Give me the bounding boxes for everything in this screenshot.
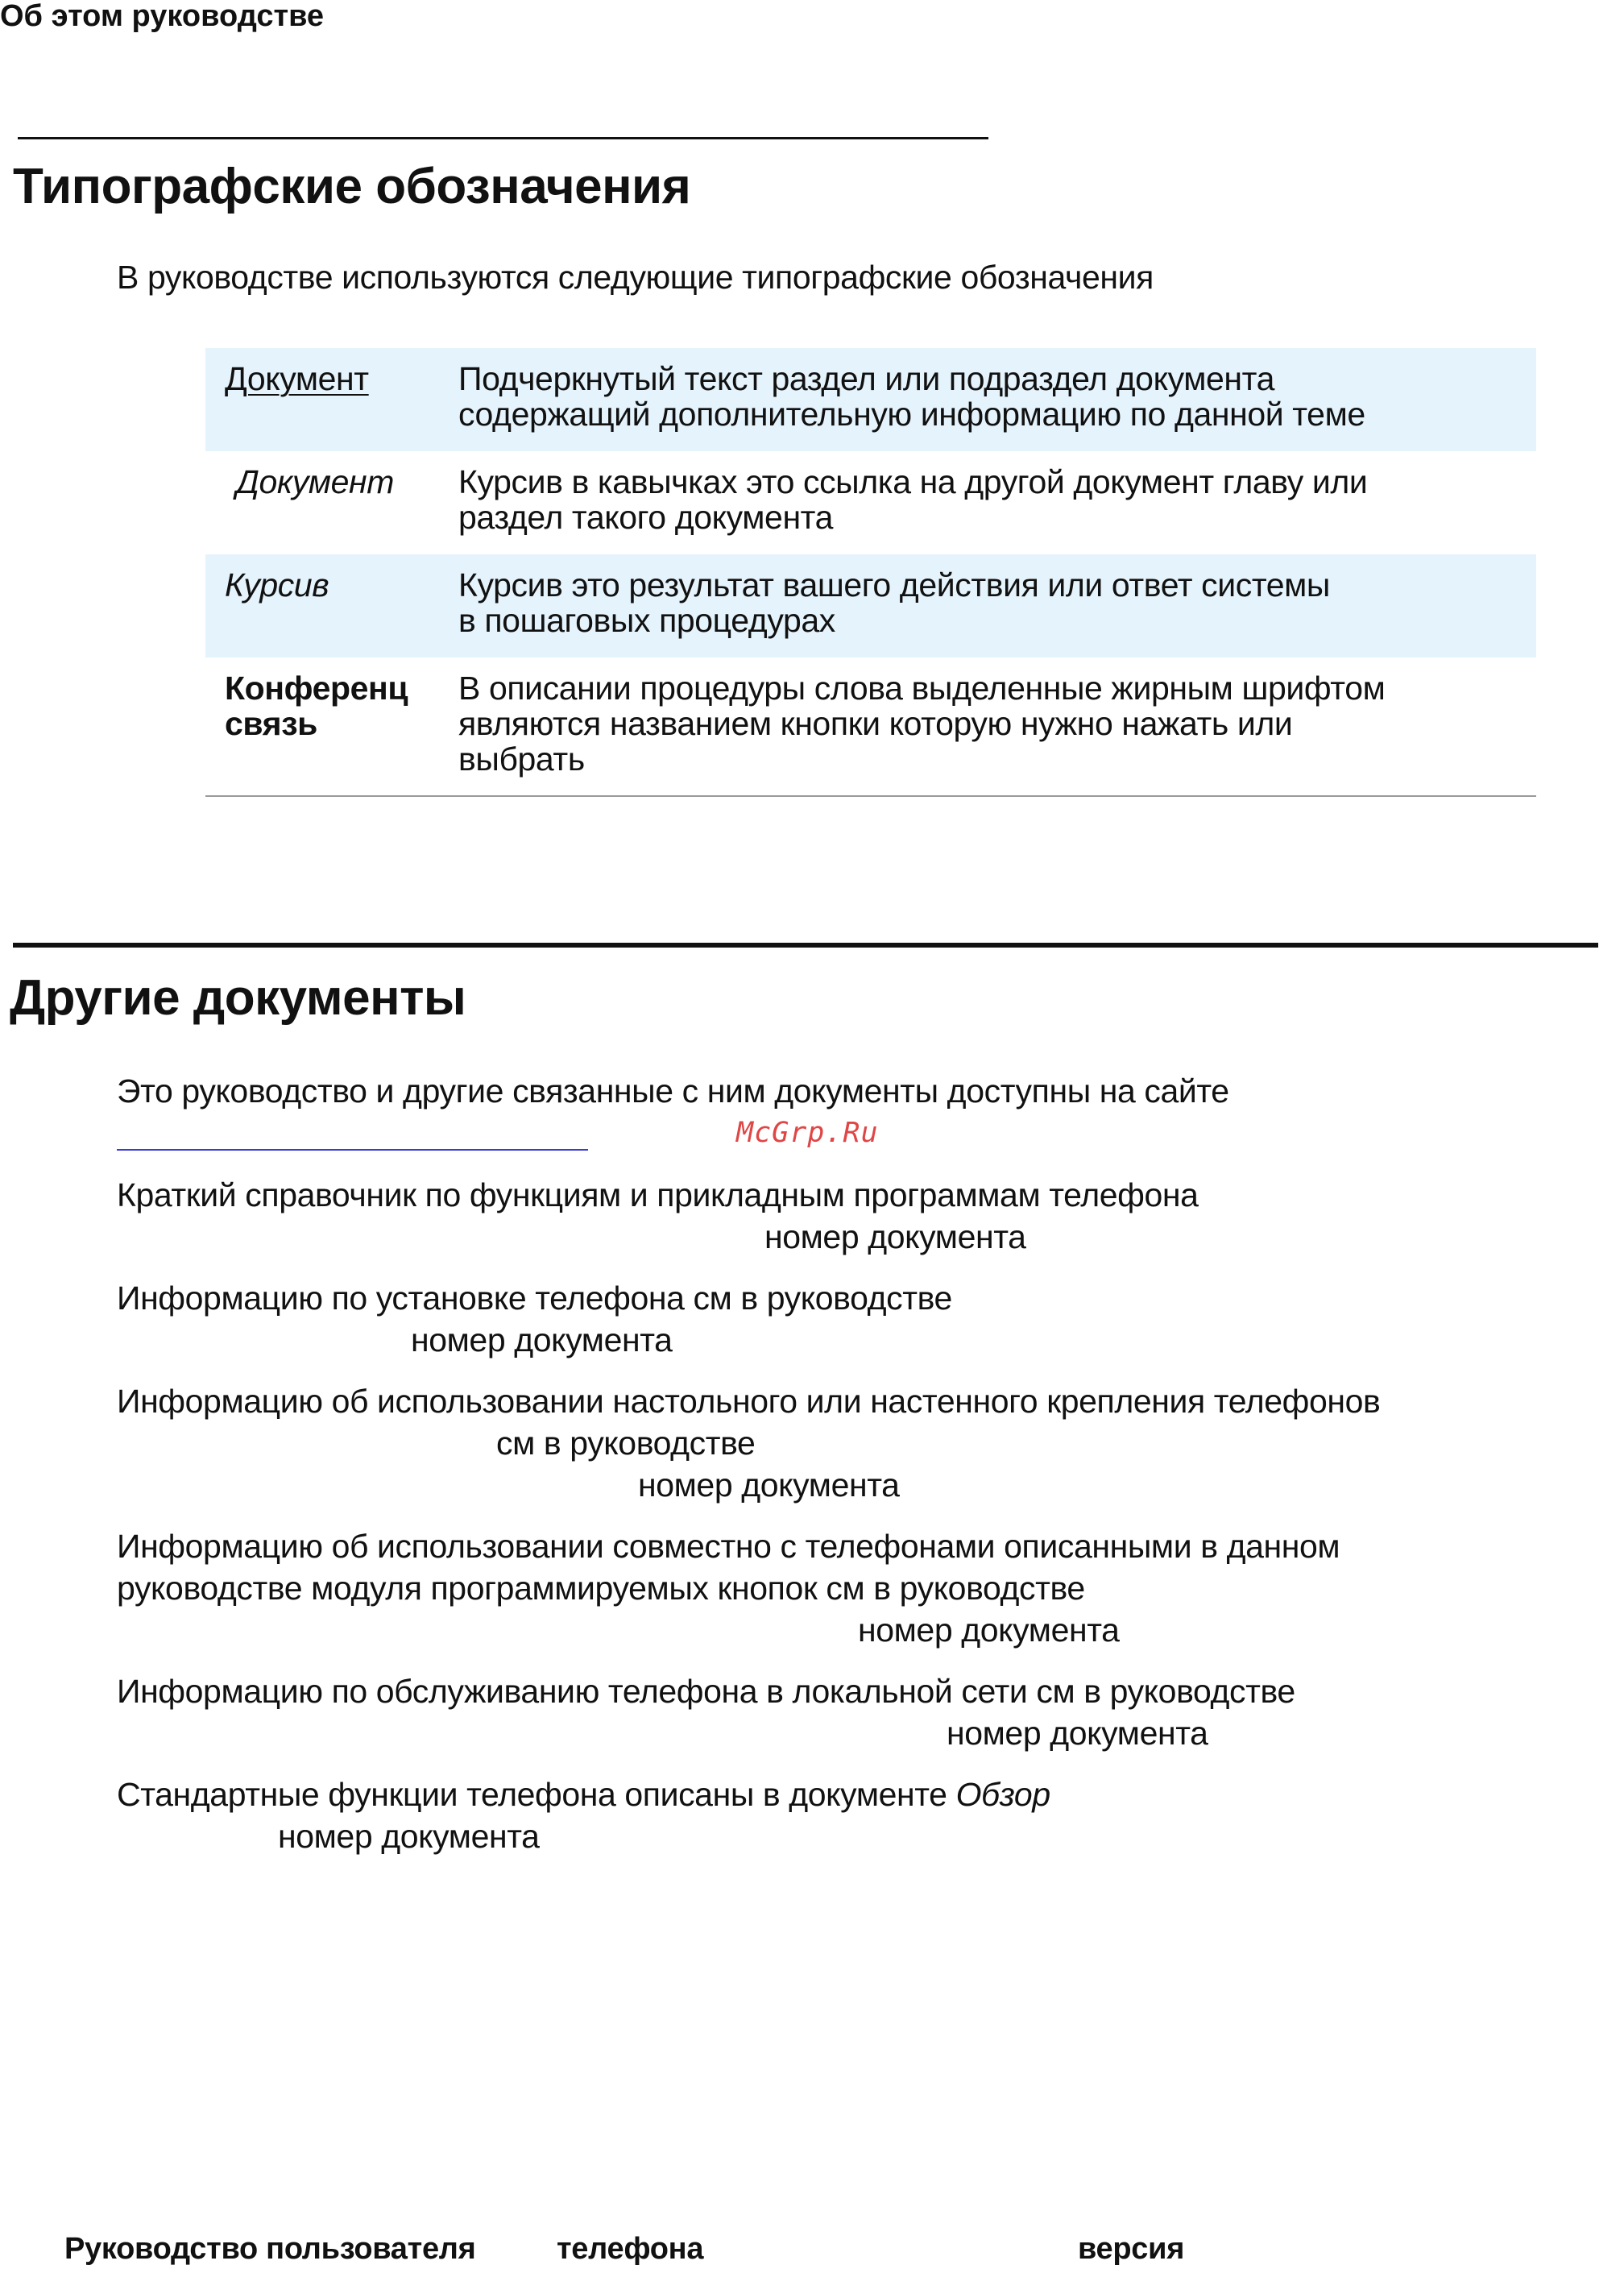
doc-item-5-line1: Информацию по обслуживанию телефона в локальной сети см в руководстве bbox=[117, 1673, 1295, 1710]
website-link[interactable] bbox=[117, 1149, 588, 1151]
doc-item-6-text: Стандартные функции телефона описаны в документе bbox=[117, 1776, 956, 1813]
doc-item-6-italic-title: Обзор bbox=[955, 1776, 1050, 1813]
footer-version: версия bbox=[1078, 2232, 1185, 2266]
term-bold-line2: связь bbox=[225, 705, 317, 742]
doc-item-3-line3: номер документа bbox=[638, 1466, 900, 1504]
table-row bbox=[205, 348, 1536, 451]
doc-item-6-line2: номер документа bbox=[278, 1818, 540, 1855]
term-bold bbox=[205, 657, 458, 795]
term-quoted-italic: Документ bbox=[236, 463, 394, 500]
term-description: В описании процедуры слова выделенные жирным шрифтом являются названием кнопки которую нужно нажать или выбрать bbox=[458, 670, 1386, 778]
term-description: Подчеркнутый текст раздел или подраздел документа содержащий дополнительную информацию по данной теме bbox=[458, 360, 1365, 433]
header-divider bbox=[18, 137, 988, 139]
doc-item-3-line2: см в руководстве bbox=[496, 1425, 756, 1462]
documents-intro: Это руководство и другие связанные с ним документы доступны на сайте bbox=[117, 1072, 1229, 1110]
footer-guide-title: Руководство пользователя bbox=[64, 2232, 476, 2266]
running-header: Об этом руководстве bbox=[0, 0, 325, 33]
doc-item-4-line3: номер документа bbox=[858, 1612, 1120, 1649]
doc-item-2-line1: Информацию по установке телефона см в руководстве bbox=[117, 1280, 952, 1317]
section-divider bbox=[13, 943, 1598, 948]
doc-item-4-line1: Информацию об использовании совместно с телефонами описанными в данном bbox=[117, 1528, 1340, 1565]
doc-item-4-line2: руководстве модуля программируемых кнопок см в руководстве bbox=[117, 1570, 1085, 1607]
doc-item-3-line1: Информацию об использовании настольного или настенного крепления телефонов bbox=[117, 1383, 1381, 1420]
doc-item-6-line1 bbox=[117, 1773, 1050, 1815]
doc-item-5-line2: номер документа bbox=[947, 1715, 1208, 1752]
table-row bbox=[205, 451, 1536, 554]
footer-phone: телефона bbox=[557, 2232, 704, 2266]
conventions-title: Типографские обозначения bbox=[13, 159, 691, 214]
term-description: Курсив это результат вашего действия или ответ системы в пошаговых процедурах bbox=[458, 566, 1330, 639]
table-row bbox=[205, 554, 1536, 657]
term-underlined: Документ bbox=[225, 360, 369, 397]
doc-item-1-line1: Краткий справочник по функциям и прикладным программам телефона bbox=[117, 1176, 1199, 1213]
conventions-intro: В руководстве используются следующие типографские обозначения bbox=[117, 259, 1154, 296]
table-row bbox=[205, 657, 1536, 797]
watermark: McGrp.Ru bbox=[736, 1117, 879, 1149]
doc-item-1-line2: номер документа bbox=[764, 1218, 1026, 1255]
conventions-table bbox=[205, 348, 1536, 797]
documents-title: Другие документы bbox=[10, 970, 466, 1026]
term-description: Курсив в кавычках это ссылка на другой документ главу или раздел такого документа bbox=[458, 463, 1368, 536]
term-italic: Курсив bbox=[225, 566, 329, 604]
doc-item-2-line2: номер документа bbox=[411, 1321, 673, 1358]
term-bold-line1: Конференц bbox=[225, 670, 408, 707]
